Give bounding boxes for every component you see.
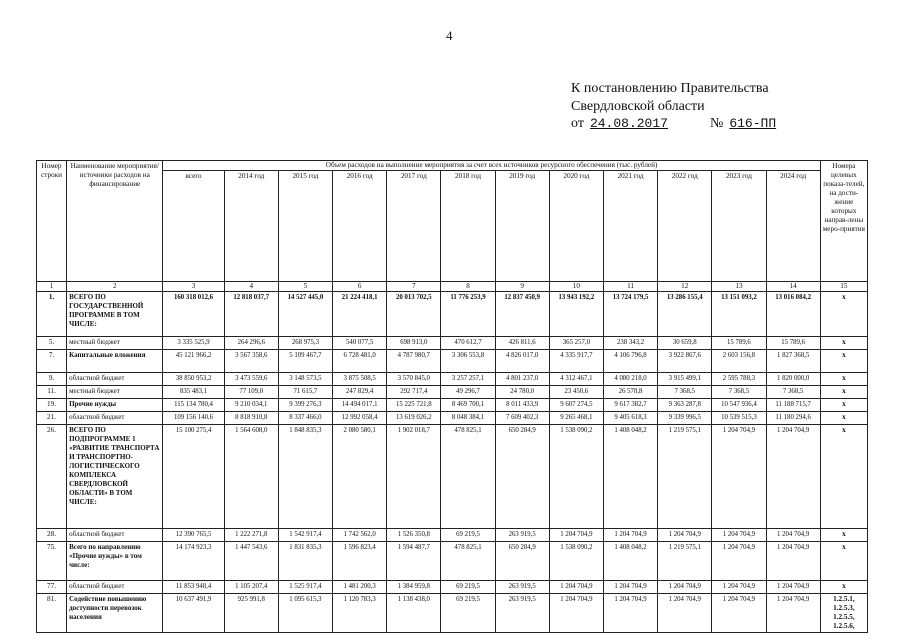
row-year-value: 12 818 037,7 xyxy=(224,292,278,337)
row-year-value: 7 368,5 xyxy=(766,386,820,399)
column-number: 2 xyxy=(67,282,163,292)
row-total: 15 100 275,4 xyxy=(163,425,224,529)
row-year-value: 20 013 702,5 xyxy=(387,292,441,337)
row-year-value: 9 405 618,3 xyxy=(603,412,657,425)
row-name: Прочие нужды xyxy=(67,399,163,412)
row-year-value: 1 827 368,5 xyxy=(766,350,820,373)
row-year-value: 13 619 026,2 xyxy=(387,412,441,425)
row-year-value: 1 204 704,9 xyxy=(766,529,820,542)
row-year-value: 9 399 276,3 xyxy=(278,399,332,412)
row-total: 38 850 953,2 xyxy=(163,373,224,386)
row-year-value: 1 204 704,9 xyxy=(603,581,657,594)
column-number: 9 xyxy=(495,282,549,292)
header-indicators: Номера целевых показа-телей, на дости-жение которых направ-лены меро-приятия xyxy=(820,161,867,282)
row-number: 21. xyxy=(37,412,67,425)
row-year-value: 4 080 218,0 xyxy=(603,373,657,386)
row-number: 9. xyxy=(37,373,67,386)
row-year-value: 1 594 487,7 xyxy=(387,542,441,581)
row-year-value: 11 188 715,7 xyxy=(766,399,820,412)
row-number: 5. xyxy=(37,337,67,350)
row-year-value: 1 538 090,2 xyxy=(549,542,603,581)
resolution-number: 616-ПП xyxy=(729,116,777,131)
row-total: 115 134 780,4 xyxy=(163,399,224,412)
row-year-value: 23 450,6 xyxy=(549,386,603,399)
row-year-value: 9 339 996,5 xyxy=(658,412,712,425)
row-year-value: 3 570 845,0 xyxy=(387,373,441,386)
row-year-value: 263 919,5 xyxy=(495,594,549,633)
row-year-value: 13 286 155,4 xyxy=(658,292,712,337)
table-row xyxy=(37,425,868,529)
row-number: 1. xyxy=(37,292,67,337)
resolution-date: 24.08.2017 xyxy=(589,116,668,131)
table-row xyxy=(37,594,868,633)
row-year-value: 3 148 573,5 xyxy=(278,373,332,386)
table-row xyxy=(37,529,868,542)
row-year-value: 4 826 017,0 xyxy=(495,350,549,373)
budget-table xyxy=(36,160,868,633)
row-year-value: 69 219,5 xyxy=(441,594,495,633)
row-year-value: 1 204 704,9 xyxy=(658,529,712,542)
row-year-value: 1 820 000,0 xyxy=(766,373,820,386)
row-year-value: 292 717,4 xyxy=(387,386,441,399)
row-indicators: х xyxy=(820,399,867,412)
row-indicators: х xyxy=(820,337,867,350)
row-year-value: 15 789,6 xyxy=(712,337,766,350)
row-name: ВСЕГО ПО ПОДПРОГРАММЕ 1 «РАЗВИТИЕ ТРАНСПОРТА И ТРАНСПОРТНО-ЛОГИСТИЧЕСКОГО КОМПЛЕКСА СВЕРДЛОВСКОЙ ОБЛАСТИ» В ТОМ ЧИСЛЕ: xyxy=(67,425,163,529)
row-number: 11. xyxy=(37,386,67,399)
row-year-value: 12 992 058,4 xyxy=(333,412,387,425)
row-indicators: х xyxy=(820,292,867,337)
row-year-value: 49 296,7 xyxy=(441,386,495,399)
row-name: местный бюджет xyxy=(67,337,163,350)
row-year-value: 4 335 917,7 xyxy=(549,350,603,373)
row-year-value: 1 204 704,9 xyxy=(766,581,820,594)
row-year-value: 3 875 508,5 xyxy=(333,373,387,386)
row-total: 11 853 948,4 xyxy=(163,581,224,594)
column-number: 8 xyxy=(441,282,495,292)
row-total: 12 390 765,5 xyxy=(163,529,224,542)
row-year-value: 10 539 515,3 xyxy=(712,412,766,425)
row-total: 10 637 491,9 xyxy=(163,594,224,633)
header-year: 2018 год xyxy=(441,171,495,282)
row-total: 3 335 525,9 xyxy=(163,337,224,350)
row-year-value: 9 607 274,5 xyxy=(549,399,603,412)
row-indicators: х xyxy=(820,386,867,399)
row-year-value: 21 224 418,1 xyxy=(333,292,387,337)
row-year-value: 268 975,3 xyxy=(278,337,332,350)
row-year-value: 15 225 721,8 xyxy=(387,399,441,412)
row-total: 14 174 923,3 xyxy=(163,542,224,581)
row-year-value: 1 204 704,9 xyxy=(712,542,766,581)
row-year-value: 30 659,8 xyxy=(658,337,712,350)
row-year-value: 478 825,1 xyxy=(441,425,495,529)
row-year-value: 264 296,6 xyxy=(224,337,278,350)
row-year-value: 7 368,5 xyxy=(712,386,766,399)
row-name: областной бюджет xyxy=(67,412,163,425)
row-year-value: 1 538 090,2 xyxy=(549,425,603,529)
row-year-value: 13 151 093,2 xyxy=(712,292,766,337)
column-number: 5 xyxy=(278,282,332,292)
header-year: 2017 год xyxy=(387,171,441,282)
row-indicators: х xyxy=(820,542,867,581)
row-year-value: 13 724 179,5 xyxy=(603,292,657,337)
row-year-value: 1 742 562,0 xyxy=(333,529,387,542)
row-indicators: х xyxy=(820,373,867,386)
row-year-value: 3 473 559,6 xyxy=(224,373,278,386)
appendix-line-2: Свердловской области xyxy=(571,99,705,114)
row-year-value: 4 106 796,8 xyxy=(603,350,657,373)
row-year-value: 3 922 867,6 xyxy=(658,350,712,373)
row-year-value: 1 564 608,0 xyxy=(224,425,278,529)
row-year-value: 4 787 980,7 xyxy=(387,350,441,373)
row-year-value: 426 811,6 xyxy=(495,337,549,350)
table-row xyxy=(37,292,868,337)
row-year-value: 1 204 704,9 xyxy=(603,594,657,633)
row-year-value: 1 204 704,9 xyxy=(712,581,766,594)
row-year-value: 3 915 499,1 xyxy=(658,373,712,386)
table-row xyxy=(37,542,868,581)
row-name: местный бюджет xyxy=(67,386,163,399)
row-year-value: 1 526 350,8 xyxy=(387,529,441,542)
row-indicators: х xyxy=(820,425,867,529)
row-year-value: 77 109,0 xyxy=(224,386,278,399)
row-year-value: 238 343,2 xyxy=(603,337,657,350)
header-year: 2023 год xyxy=(712,171,766,282)
row-year-value: 24 780,0 xyxy=(495,386,549,399)
row-name: областной бюджет xyxy=(67,529,163,542)
page-number: 4 xyxy=(446,28,453,43)
row-year-value: 650 284,9 xyxy=(495,542,549,581)
header-name: Наименование мероприятия/источники расходов на финансирование xyxy=(67,161,163,282)
row-name: Всего по направлению «Прочие нужды» в том числе: xyxy=(67,542,163,581)
row-indicators: х xyxy=(820,581,867,594)
column-number: 7 xyxy=(387,282,441,292)
row-year-value: 1 222 271,8 xyxy=(224,529,278,542)
row-name: областной бюджет xyxy=(67,581,163,594)
row-year-value: 247 829,4 xyxy=(333,386,387,399)
column-number: 10 xyxy=(549,282,603,292)
row-year-value: 650 284,9 xyxy=(495,425,549,529)
row-year-value: 540 077,5 xyxy=(333,337,387,350)
column-number: 13 xyxy=(712,282,766,292)
row-year-value: 263 919,5 xyxy=(495,581,549,594)
row-year-value: 478 825,1 xyxy=(441,542,495,581)
row-year-value: 14 527 445,0 xyxy=(278,292,332,337)
row-year-value: 2 595 788,3 xyxy=(712,373,766,386)
row-number: 77. xyxy=(37,581,67,594)
table-row xyxy=(37,337,868,350)
row-year-value: 9 363 287,8 xyxy=(658,399,712,412)
row-number: 81. xyxy=(37,594,67,633)
row-total: 109 156 140,6 xyxy=(163,412,224,425)
row-indicators: х xyxy=(820,350,867,373)
row-year-value: 69 219,5 xyxy=(441,581,495,594)
row-year-value: 7 609 402,3 xyxy=(495,412,549,425)
row-name: ВСЕГО ПО ГОСУДАРСТВЕННОЙ ПРОГРАММЕ В ТОМ ЧИСЛЕ: xyxy=(67,292,163,337)
header-total: всего xyxy=(163,171,224,282)
row-year-value: 1 384 959,8 xyxy=(387,581,441,594)
table-row xyxy=(37,373,868,386)
row-year-value: 925 991,8 xyxy=(224,594,278,633)
row-year-value: 10 547 936,4 xyxy=(712,399,766,412)
row-year-value: 11 180 294,6 xyxy=(766,412,820,425)
column-number: 4 xyxy=(224,282,278,292)
row-year-value: 1 204 704,9 xyxy=(766,542,820,581)
row-number: 26. xyxy=(37,425,67,529)
row-number: 75. xyxy=(37,542,67,581)
row-year-value: 12 837 450,9 xyxy=(495,292,549,337)
row-year-value: 1 219 575,1 xyxy=(658,542,712,581)
row-year-value: 3 257 257,1 xyxy=(441,373,495,386)
row-year-value: 1 204 704,9 xyxy=(766,425,820,529)
row-indicators: х xyxy=(820,412,867,425)
row-year-value: 1 204 704,9 xyxy=(549,594,603,633)
column-number: 3 xyxy=(163,282,224,292)
row-year-value: 3 306 553,8 xyxy=(441,350,495,373)
column-number: 14 xyxy=(766,282,820,292)
row-year-value: 1 219 575,1 xyxy=(658,425,712,529)
row-year-value: 1 138 438,0 xyxy=(387,594,441,633)
column-number: 11 xyxy=(603,282,657,292)
header-year: 2022 год xyxy=(658,171,712,282)
row-year-value: 1 542 917,4 xyxy=(278,529,332,542)
row-year-value: 9 265 468,1 xyxy=(549,412,603,425)
row-year-value: 2 080 580,1 xyxy=(333,425,387,529)
row-total: 45 121 966,2 xyxy=(163,350,224,373)
row-year-value: 14 494 017,1 xyxy=(333,399,387,412)
row-year-value: 26 578,8 xyxy=(603,386,657,399)
row-year-value: 9 617 382,7 xyxy=(603,399,657,412)
table-row xyxy=(37,581,868,594)
row-year-value: 1 204 704,9 xyxy=(766,594,820,633)
row-year-value: 1 596 823,4 xyxy=(333,542,387,581)
row-year-value: 1 204 704,9 xyxy=(658,594,712,633)
header-row-number: Номер строки xyxy=(37,161,67,282)
from-label: от xyxy=(571,116,584,131)
header-year: 2015 год xyxy=(278,171,332,282)
row-year-value: 1 105 207,4 xyxy=(224,581,278,594)
table-row xyxy=(37,412,868,425)
table-row xyxy=(37,350,868,373)
row-name: Содействие повышению доступности перевозок населения xyxy=(67,594,163,633)
row-year-value: 1 095 615,3 xyxy=(278,594,332,633)
column-number: 1 xyxy=(37,282,67,292)
row-year-value: 1 525 917,4 xyxy=(278,581,332,594)
column-number: 12 xyxy=(658,282,712,292)
row-year-value: 1 902 018,7 xyxy=(387,425,441,529)
row-year-value: 1 408 048,2 xyxy=(603,425,657,529)
row-year-value: 4 312 467,1 xyxy=(549,373,603,386)
row-year-value: 1 447 543,6 xyxy=(224,542,278,581)
row-indicators: х xyxy=(820,529,867,542)
column-number: 15 xyxy=(820,282,867,292)
row-year-value: 7 368,5 xyxy=(658,386,712,399)
row-year-value: 15 789,6 xyxy=(766,337,820,350)
row-number: 7. xyxy=(37,350,67,373)
row-year-value: 365 257,0 xyxy=(549,337,603,350)
row-year-value: 13 016 084,2 xyxy=(766,292,820,337)
row-year-value: 6 728 481,0 xyxy=(333,350,387,373)
header-volume-group: Объем расходов на выполнение мероприятия за счет всех источников ресурсного обеспечения (тыс. рублей) xyxy=(163,161,820,171)
row-year-value: 1 204 704,9 xyxy=(712,594,766,633)
row-year-value: 4 801 237,0 xyxy=(495,373,549,386)
row-year-value: 8 337 466,0 xyxy=(278,412,332,425)
row-year-value: 5 109 467,7 xyxy=(278,350,332,373)
appendix-line-1: К постановлению Правительства xyxy=(571,81,769,96)
row-year-value: 263 919,5 xyxy=(495,529,549,542)
row-year-value: 1 204 704,9 xyxy=(549,529,603,542)
appendix-date-line xyxy=(571,115,776,133)
row-year-value: 8 469 700,1 xyxy=(441,399,495,412)
row-year-value: 698 913,0 xyxy=(387,337,441,350)
row-year-value: 2 603 156,8 xyxy=(712,350,766,373)
header-year: 2019 год xyxy=(495,171,549,282)
table-row xyxy=(37,399,868,412)
row-number: 19. xyxy=(37,399,67,412)
row-year-value: 8 818 910,8 xyxy=(224,412,278,425)
table-row xyxy=(37,386,868,399)
row-name: Капитальные вложения xyxy=(67,350,163,373)
column-number: 6 xyxy=(333,282,387,292)
row-total: 835 483,1 xyxy=(163,386,224,399)
row-year-value: 8 011 433,9 xyxy=(495,399,549,412)
row-year-value: 1 204 704,9 xyxy=(658,581,712,594)
row-year-value: 1 408 048,2 xyxy=(603,542,657,581)
header-year: 2016 год xyxy=(333,171,387,282)
row-year-value: 470 612,7 xyxy=(441,337,495,350)
row-year-value: 69 219,5 xyxy=(441,529,495,542)
row-year-value: 71 615,7 xyxy=(278,386,332,399)
number-label: № xyxy=(709,116,724,131)
row-year-value: 1 481 200,3 xyxy=(333,581,387,594)
row-year-value: 1 204 704,9 xyxy=(712,425,766,529)
row-year-value: 1 204 704,9 xyxy=(549,581,603,594)
row-indicators: 1.2.5.1, 1.2.5.3, 1.2.5.5, 1.2.5.6, xyxy=(820,594,867,633)
row-year-value: 1 120 783,3 xyxy=(333,594,387,633)
row-year-value: 13 943 192,2 xyxy=(549,292,603,337)
header-year: 2024 год xyxy=(766,171,820,282)
row-year-value: 8 048 384,1 xyxy=(441,412,495,425)
row-number: 28. xyxy=(37,529,67,542)
header-year: 2014 год xyxy=(224,171,278,282)
header-year: 2020 год xyxy=(549,171,603,282)
row-year-value: 11 776 253,9 xyxy=(441,292,495,337)
row-year-value: 1 848 835,3 xyxy=(278,425,332,529)
row-year-value: 1 204 704,9 xyxy=(712,529,766,542)
header-year: 2021 год xyxy=(603,171,657,282)
row-name: областной бюджет xyxy=(67,373,163,386)
row-year-value: 3 567 358,6 xyxy=(224,350,278,373)
row-total: 160 318 012,6 xyxy=(163,292,224,337)
row-year-value: 1 204 704,9 xyxy=(603,529,657,542)
row-year-value: 1 831 835,3 xyxy=(278,542,332,581)
row-year-value: 9 210 034,1 xyxy=(224,399,278,412)
